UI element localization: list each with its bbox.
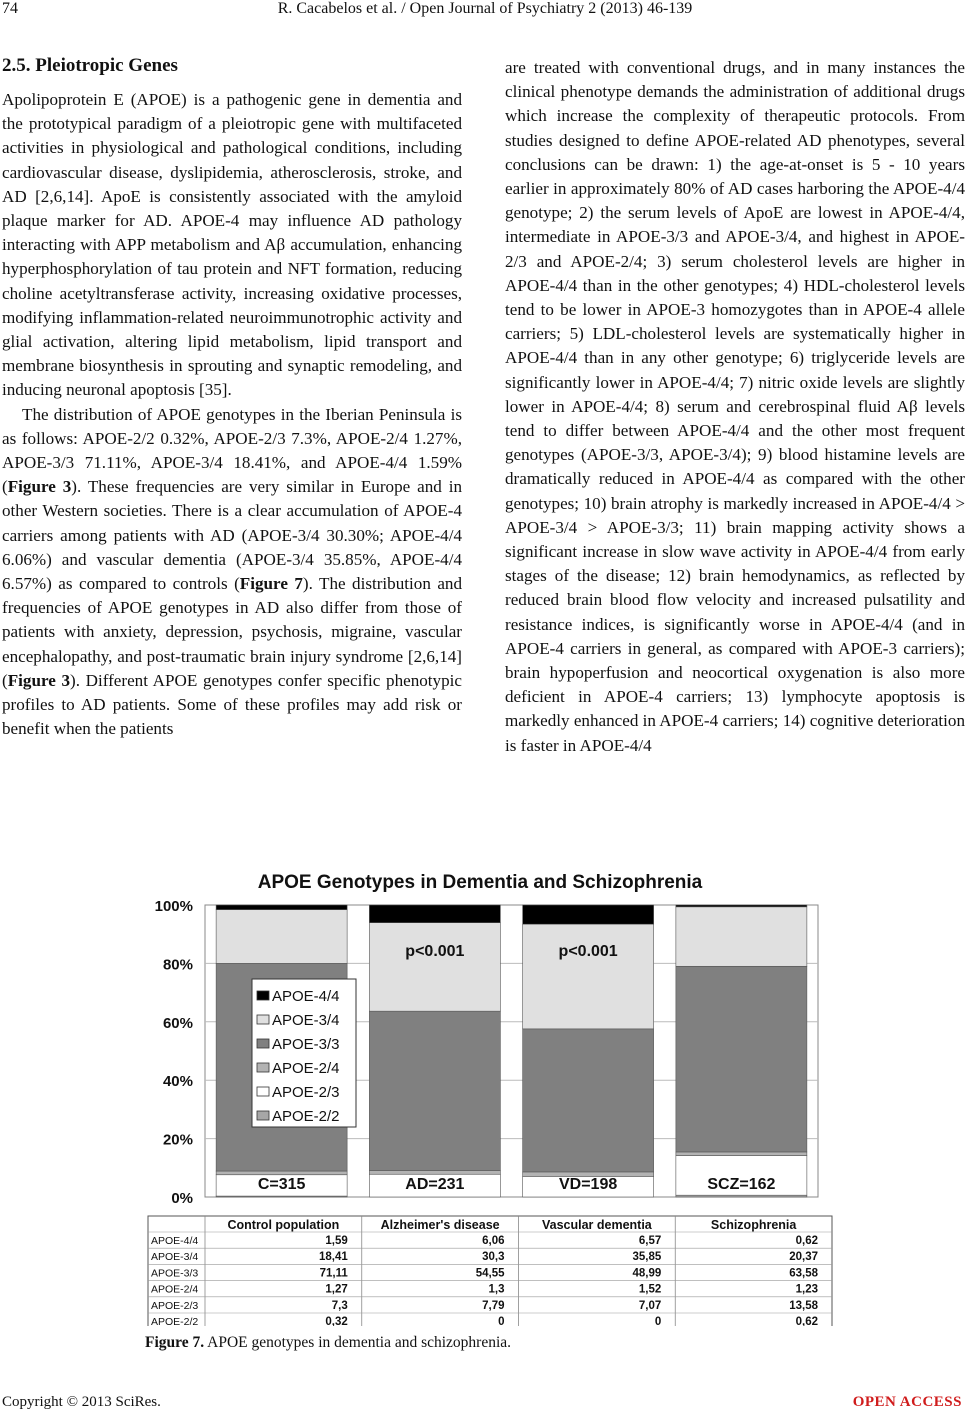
paragraph-genotype-distribution xyxy=(2,403,462,742)
table-cell-value: 20,37 xyxy=(789,1251,818,1264)
bar-segment xyxy=(676,907,807,966)
p-value-annotation: p<0.001 xyxy=(405,943,465,961)
legend-label: APOE-2/3 xyxy=(272,1084,340,1101)
legend-label: APOE-3/4 xyxy=(272,1012,340,1029)
page-number: 74 xyxy=(2,0,18,17)
table-row-label: APOE-3/3 xyxy=(151,1267,199,1280)
bar-segment xyxy=(216,1171,347,1175)
paragraph-text: ). The distribution and frequencies of APOE genotypes in AD also differ from those of patients with anxiety, depression, psychosis, migraine, vascular encephalopathy, and post-traumatic brain injury syndrome [2,6,14] ( xyxy=(2,574,462,690)
category-label: Schizophrenia xyxy=(710,1218,797,1232)
table-cell-value: 7,79 xyxy=(482,1299,505,1312)
bar-segment xyxy=(523,905,654,924)
legend-swatch xyxy=(257,1063,269,1072)
table-cell-value: 1,3 xyxy=(488,1283,505,1296)
running-title: R. Cacabelos et al. / Open Journal of Psychiatry 2 (2013) 46-139 xyxy=(277,0,693,17)
table-cell-value: 1,59 xyxy=(325,1235,348,1247)
figure-caption xyxy=(145,1334,511,1352)
figure-reference[interactable]: Figure 7 xyxy=(239,574,303,594)
table-cell-value: 48,99 xyxy=(632,1267,662,1280)
paragraph-text: ). These frequencies are very similar in Europe and in other Western societies. There is a clear accumulation of APOE-4 carriers among patients with AD (APOE-3/4 30.30%; APOE-4/4 6.06%) and vascular dementia (APOE-3/4 35.85%, APOE-4/4 6.57%) as compared to controls ( xyxy=(2,477,462,594)
bar-segment xyxy=(369,923,500,1011)
paragraph-apoe-intro: Apolipoprotein E (APOE) is a pathogenic gene in dementia and the prototypical paradigm of a pleiotropic gene with multifaceted activities in physiological and pathological conditions, including cardiovascular disease, dyslipidemia, atherosclerosis, stroke, and AD [2,6,14]. ApoE is consistently associated with the amyloid plaque marker for AD. APOE-4 may influence AD pathology interacting with APP metabolism and Aβ accumulation, enhancing hyperphosphorylation of tau protein and NFT formation, reducing choline acetyltransferase activity, increasing oxidative processes, modifying inflammation-related neuroimmunotrophic activity and glial activation, altering lipid metabolism, lipid transport and membrane biosynthesis in sprouting and synaptic remodeling, and inducing neuronal apoptosis [35]. xyxy=(2,90,462,400)
y-tick-label: 40% xyxy=(162,1073,193,1091)
table-cell-value: 0 xyxy=(654,1316,662,1326)
apoe-stacked-bar-chart xyxy=(140,866,840,1326)
bar-segment xyxy=(523,1029,654,1172)
table-cell-value: 63,58 xyxy=(789,1267,818,1280)
legend-label: APOE-3/3 xyxy=(272,1036,340,1053)
category-label: Alzheimer's disease xyxy=(380,1218,500,1232)
y-tick-label: 100% xyxy=(154,898,193,915)
legend-label: APOE-4/4 xyxy=(272,988,340,1005)
table-cell-value: 1,27 xyxy=(325,1283,348,1296)
paragraph-text: ). Different APOE genotypes confer specific phenotypic profiles to AD patients. Some of these profiles may add risk or benefit when the patients xyxy=(2,670,462,739)
bar-segment xyxy=(523,924,654,1029)
table-cell-value: 13,58 xyxy=(789,1299,818,1312)
bar-segment xyxy=(369,1170,500,1174)
caption-text: APOE genotypes in dementia and schizophrenia. xyxy=(204,1334,512,1351)
y-tick-label: 20% xyxy=(162,1131,193,1149)
figure-reference[interactable]: Figure 3 xyxy=(7,670,71,690)
table-cell-value: 0,62 xyxy=(795,1235,818,1247)
paragraph-text: The distribution of APOE genotypes in the Iberian Peninsula is as follows: APOE-2/2 0.32%, APOE-2/3 7.3%, APOE-2/4 1.27%, APOE-3/3 71.11%, APOE-3/4 18.41%, and APOE-4/4 1.59% ( xyxy=(2,404,462,497)
group-size-label: C=315 xyxy=(257,1176,306,1194)
copyright: Copyright © 2013 SciRes. xyxy=(2,1394,161,1410)
legend-swatch xyxy=(257,1087,269,1096)
table-row-label: APOE-4/4 xyxy=(151,1235,199,1247)
bar-segment xyxy=(369,1011,500,1170)
y-tick-label: 0% xyxy=(171,1190,193,1207)
table-row-label: APOE-2/4 xyxy=(151,1283,199,1296)
table-cell-value: 0,62 xyxy=(795,1316,818,1326)
legend-label: APOE-2/2 xyxy=(272,1108,340,1125)
p-value-annotation: p<0.001 xyxy=(558,943,618,961)
table-cell-value: 71,11 xyxy=(319,1267,348,1280)
right-column xyxy=(505,56,965,758)
y-tick-label: 80% xyxy=(162,956,193,974)
table-cell-value: 7,3 xyxy=(331,1299,348,1312)
table-cell-value: 54,55 xyxy=(475,1267,505,1280)
table-cell-value: 1,23 xyxy=(795,1283,818,1296)
figure-7 xyxy=(140,866,840,1326)
left-column xyxy=(2,54,462,741)
table-cell-value: 35,85 xyxy=(632,1251,662,1264)
caption-label: Figure 7. xyxy=(145,1334,205,1351)
table-row-label: APOE-2/3 xyxy=(151,1299,199,1312)
bar-segment xyxy=(369,905,500,923)
table-cell-value: 18,41 xyxy=(318,1251,348,1264)
legend-label: APOE-2/4 xyxy=(272,1060,340,1077)
table-cell-value: 6,57 xyxy=(638,1235,662,1247)
legend-swatch xyxy=(257,1039,269,1048)
table-cell-value: 6,06 xyxy=(482,1235,505,1247)
group-size-label: AD=231 xyxy=(405,1176,465,1194)
table-row-label: APOE-2/2 xyxy=(151,1316,199,1326)
category-label: Control population xyxy=(227,1218,340,1232)
legend-swatch xyxy=(257,991,269,1000)
open-access-badge: OPEN ACCESS xyxy=(852,1394,962,1410)
y-tick-label: 60% xyxy=(162,1014,193,1032)
chart-title: APOE Genotypes in Dementia and Schizophrenia xyxy=(257,872,703,893)
group-size-label: SCZ=162 xyxy=(707,1176,776,1194)
paragraph-phenotypes: are treated with conventional drugs, and in many instances the clinical phenotype demands the administration of additional drugs which increase the complexity of therapeutic protocols. From studies designed to define APOE-related AD phenotypes, several conclusions can be drawn: 1) the age-at-onset is 5 - 10 years earlier in approximately 80% of AD cases harboring the APOE-4/4 genotype; 2) the serum levels of ApoE are lowest in APOE-4/4, intermediate in APOE-3/3 and APOE-3/4, and highest in APOE-2/3 and APOE-2/4; 3) serum cholesterol levels are higher in APOE-4/4 than in the other genotypes; 4) HDL-cholesterol levels tend to be lower in APOE-3 homozygotes than in APOE-4 allele carriers; 5) LDL-cholesterol levels are systematically higher in APOE-4/4 than in any other genotype; 6) triglyceride levels are significantly lower in APOE-4/4; 7) nitric oxide levels are slightly lower in APOE-4/4; 8) serum and cerebrospinal fluid Aβ levels tend to differ between APOE-4/4 and the other most frequent genotypes (APOE-3/3, APOE-3/4); 9) blood histamine levels are dramatically reduced in APOE-4/4 as compared with the other genotypes; 10) brain atrophy is markedly increased in APOE-4/4 > APOE-3/4 > APOE-3/3; 11) brain mapping activity shows a significant increase in slow wave activity in APOE-4/4 from early stages of the disease; 12) brain hemodynamics, as reflected by reduced brain blood flow velocity and increased pulsatility and resistance indices, is significantly worse in APOE-4/4 (and in APOE-4 carriers in general, as compared with APOE-3 carriers); brain hypoperfusion and neocortical oxygenation is also more deficient in APOE-4 carriers; 13) lymphocyte apoptosis is markedly enhanced in APOE-4 carriers; 14) cognitive deterioration is faster in APOE-4/4 xyxy=(505,58,965,755)
table-cell-value: 1,52 xyxy=(638,1283,662,1296)
bar-segment xyxy=(216,910,347,964)
bar-segment xyxy=(676,905,807,907)
legend-swatch xyxy=(257,1015,269,1024)
category-label: Vascular dementia xyxy=(541,1218,652,1232)
table-cell-value: 7,07 xyxy=(638,1299,662,1312)
section-heading: 2.5. Pleiotropic Genes xyxy=(2,55,178,76)
table-cell-value: 0 xyxy=(498,1316,505,1326)
table-cell-value: 30,3 xyxy=(482,1251,505,1264)
figure-reference[interactable]: Figure 3 xyxy=(7,477,72,497)
table-row-label: APOE-3/4 xyxy=(151,1251,199,1264)
bar-segment xyxy=(676,1152,807,1156)
legend-swatch xyxy=(257,1111,269,1120)
group-size-label: VD=198 xyxy=(558,1176,618,1194)
bar-segment xyxy=(216,905,347,910)
bar-segment xyxy=(676,966,807,1152)
table-cell-value: 0,32 xyxy=(325,1316,348,1326)
